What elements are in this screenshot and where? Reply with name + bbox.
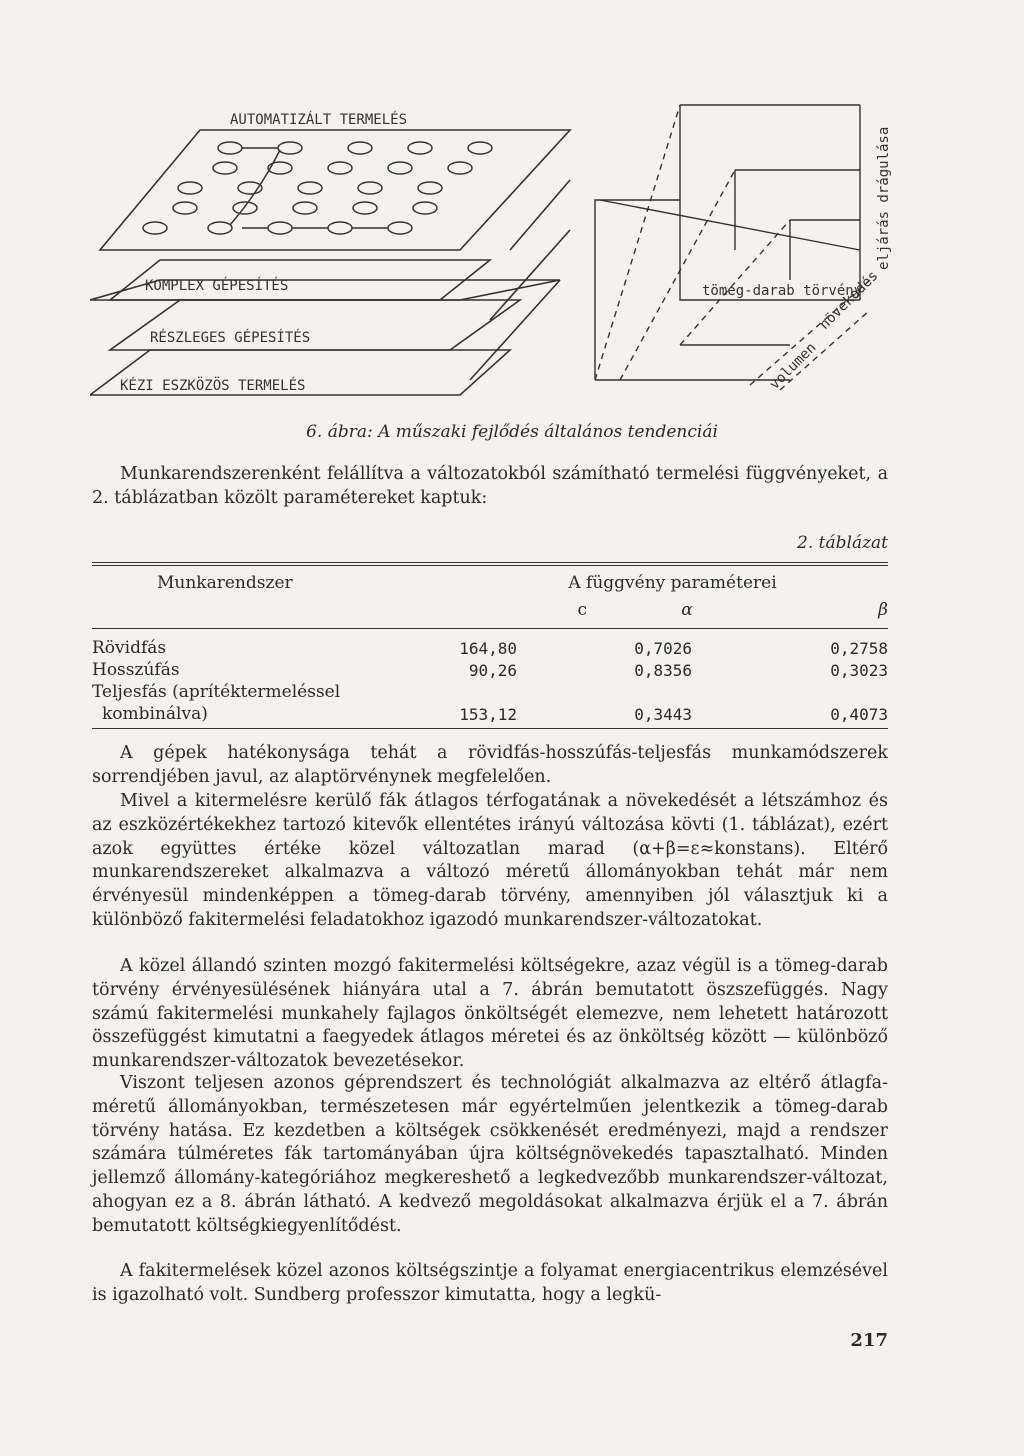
header-beta: β: [878, 600, 888, 620]
header-alpha: α: [681, 600, 693, 620]
row-beta: 0,3023: [830, 660, 888, 680]
machine-circles: [143, 142, 492, 234]
paragraph-1: [92, 742, 888, 790]
figure-caption: 6. ábra: A műszaki fejlődés általános tendenciái: [306, 422, 718, 442]
paragraph-2: [92, 790, 888, 933]
technical-development-diagram: [90, 90, 910, 410]
paragraph-3-text: A közel állandó szinten mozgó fakitermelési költségekre, azaz végül is a tömeg-darab törvény érvényesülésének hiányára utal a 7. ábrán bemutatott öszszefüggés. Nagy számú fakitermelési munkahely fajlagos önköltségét elemezve, nem lehetett határozott összefüggést kimutatni a faegyedek átlagos méretei és az önköltség között — különböző munkarendszer-változatok bevezetésekor.: [92, 956, 888, 1072]
table-row: [92, 681, 888, 703]
table-title: 2. táblázat: [797, 533, 888, 553]
label-growth: növekedés: [816, 267, 882, 333]
row-name-cont: kombinálva): [102, 704, 208, 724]
paragraph-5: [92, 1260, 888, 1308]
row-alpha: 0,8356: [634, 660, 692, 680]
stacked-planes: [90, 130, 570, 395]
row-name: Teljesfás (aprítéktermeléssel: [92, 682, 341, 702]
page-number: 217: [850, 1330, 888, 1351]
label-vertical: eljárás drágulása: [876, 126, 892, 270]
figure-6: [90, 90, 910, 410]
label-automated: AUTOMATIZÁLT TERMELÉS: [230, 112, 408, 128]
table-row: [92, 703, 888, 725]
paragraph-4-text: Viszont teljesen azonos géprendszert és technológiát alkalmazva az eltérő átlagfa-méretű állományokban, természetesen már egyértelműen jelentkezik a tömeg-darab törvény hatása. Ez kezdetben a költségek csökkenését eredményezi, majd a rendszer számára túlméretes fák tartományában újra költségnövekedés tapasztalható. Minden jellemző állomány-kategóriához megkereshető a legkedvezőbb munkarendszer-változat, ahogyan ez a 8. ábrán látható. A kedvező megoldásokat alkalmazva érjük el a 7. ábrán bemutatott költségkiegyenlítődést.: [92, 1073, 888, 1236]
parameters-table: [92, 570, 888, 624]
table-row: [92, 637, 888, 659]
row-alpha: 0,3443: [634, 704, 692, 724]
paragraph-1-text: A gépek hatékonysága tehát a rövidfás-hosszúfás-teljesfás munkamódszerek sorrendjében javul, az alaptörvénynek megfelelően.: [92, 743, 888, 787]
label-complex: KOMPLEX GÉPESÍTÉS: [145, 278, 289, 294]
row-c: 164,80: [459, 638, 517, 658]
header-munkarendszer: Munkarendszer: [157, 573, 293, 593]
label-law: tömeg-darab törvény: [702, 283, 863, 299]
intro-paragraph: [92, 463, 888, 511]
header-c: c: [577, 600, 587, 620]
paragraph-5-text: A fakitermelések közel azonos költségszintje a folyamat energiacentrikus elemzésével is igazolható volt. Sundberg professzor kimutatta, hogy a legkü-: [92, 1261, 888, 1305]
row-c: 153,12: [459, 704, 517, 724]
row-beta: 0,4073: [830, 704, 888, 724]
table-row: [92, 659, 888, 681]
header-group: A függvény paraméterei: [568, 573, 777, 593]
row-beta: 0,2758: [830, 638, 888, 658]
table-header-rule: [92, 628, 888, 629]
cost-graph: [595, 105, 870, 390]
table-top-rule: [92, 562, 888, 566]
label-partial: RÉSZLEGES GÉPESÍTÉS: [150, 330, 311, 346]
row-alpha: 0,7026: [634, 638, 692, 658]
plane-automated: [100, 130, 570, 250]
paragraph-4: [92, 1072, 888, 1239]
parameters-table-body: [92, 637, 888, 725]
label-manual: KÉZI ESZKÖZÖS TERMELÉS: [120, 378, 306, 394]
row-c: 90,26: [468, 660, 517, 680]
paragraph-3: [92, 955, 888, 1074]
row-name: Rövidfás: [92, 638, 167, 658]
intro-text: Munkarendszerenként felállítva a változatokból számítható termelési függvényeket, a 2. táblázatban közölt paramétereket kaptuk:: [92, 464, 888, 508]
label-volume: volumen: [766, 339, 820, 393]
paragraph-2-text: Mivel a kitermelésre kerülő fák átlagos térfogatának a növekedését a létszámhoz és az eszközértékekhez tartozó kitevők ellentétes irányú változása kövti (1. táblázat), ezért azok együttes értéke közel változatlan marad (α+β=ε≈konstans). Eltérő munkarendszereket alkalmazva a változó méretű állományokban tehát már nem érvényesül mindenképpen a tömeg-darab törvény, amennyiben jól választjuk ki a különböző fakitermelési feladatokhoz igazodó munkarendszer-változatokat.: [92, 791, 888, 930]
row-name: Hosszúfás: [92, 660, 180, 680]
table-bottom-rule: [92, 728, 888, 729]
